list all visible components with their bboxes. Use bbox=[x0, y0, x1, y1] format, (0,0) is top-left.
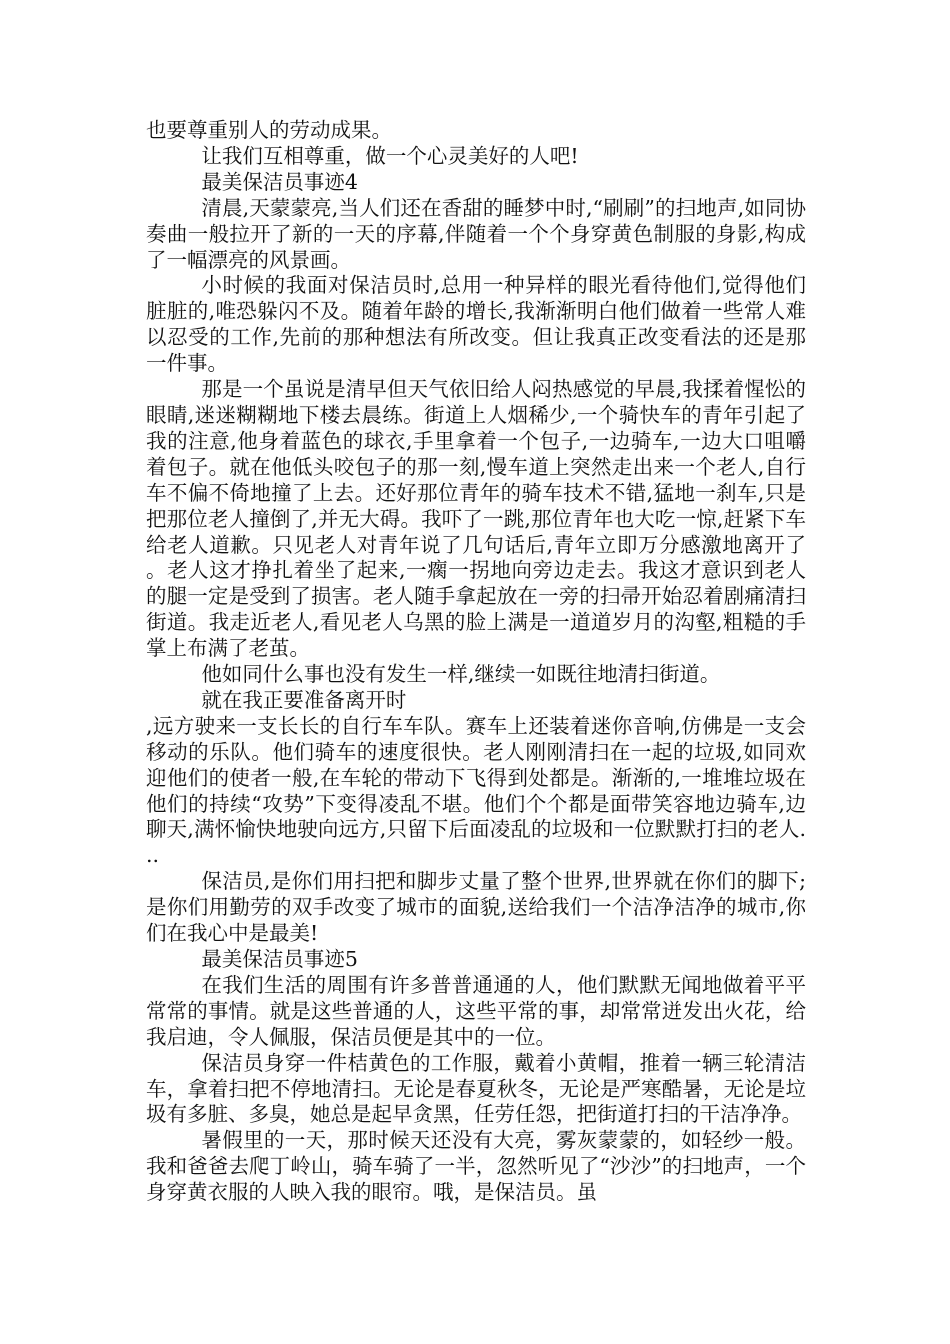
paragraph: 保洁员,是你们用扫把和脚步丈量了整个世界,世界就在你们的脚下;是你们用勤劳的双手改变了城市的面貌,送给我们一个洁净洁净的城市,你们在我心中是最美! bbox=[146, 869, 806, 946]
paragraph: 让我们互相尊重，做一个心灵美好的人吧! bbox=[201, 143, 579, 168]
paragraph: 在我们生活的周围有许多普普通通的人，他们默默无闻地做着平平常常的事情。就是这些普通的人，这些平常的事，却常常迸发出火花，给我启迪，令人佩服，保洁员便是其中的一位。 bbox=[146, 972, 806, 1049]
paragraph: ,远方驶来一支长长的自行车车队。赛车上还装着迷你音响,仿佛是一支会移动的乐队。他们骑车的速度很快。老人刚刚清扫在一起的垃圾,如同欢迎他们的使者一般,在车轮的带动下飞得到处都是。渐渐的,一堆堆垃圾在他们的持续“攻势”下变得凌乱不堪。他们个个都是面带笑容地边骑车,边聊天,满怀愉快地驶向远方,只留下后面凌乱的垃圾和一位默默打扫的老人... bbox=[146, 713, 806, 868]
paragraph: 那是一个虽说是清早但天气依旧给人闷热感觉的早晨,我揉着惺忪的眼睛,迷迷糊糊地下楼去晨练。街道上人烟稀少,一个骑快车的青年引起了我的注意,他身着蓝色的球衣,手里拿着一个包子,一边骑车,一边大口咀嚼着包子。就在他低头咬包子的那一刻,慢车道上突然走出来一个老人,自行车不偏不倚地撞了上去。还好那位青年的骑车技术不错,猛地一刹车,只是把那位老人撞倒了,并无大碍。我吓了一跳,那位青年也大吃一惊,赶紧下车给老人道歉。只见老人对青年说了几句话后,青年立即万分感激地离开了。老人这才挣扎着坐了起来,一瘸一拐地向旁边走去。我这才意识到老人的腿一定是受到了损害。老人随手拿起放在一旁的扫帚开始忍着剧痛清扫街道。我走近老人,看见老人乌黑的脸上满是一道道岁月的沟壑,粗糙的手掌上布满了老茧。 bbox=[146, 377, 806, 661]
section-heading: 最美保洁员事迹4 bbox=[201, 169, 358, 194]
paragraph-continuation: 也要尊重别人的劳动成果。 bbox=[146, 118, 392, 142]
document-page bbox=[146, 118, 806, 1206]
paragraph: 小时候的我面对保洁员时,总用一种异样的眼光看待他们,觉得他们脏脏的,唯恐躲闪不及。随着年龄的增长,我渐渐明白他们做着一些常人难以忍受的工作,先前的那种想法有所改变。但让我真正改变看法的还是那一件事。 bbox=[146, 273, 806, 376]
paragraph: 他如同什么事也没有发生一样,继续一如既往地清扫街道。 bbox=[201, 662, 721, 687]
section-heading: 最美保洁员事迹5 bbox=[201, 947, 358, 971]
paragraph: 暑假里的一天，那时候天还没有大亮，雾灰蒙蒙的，如轻纱一般。我和爸爸去爬丁岭山，骑车骑了一半，忽然听见了“沙沙”的扫地声，一个身穿黄衣服的人映入我的眼帘。哦，是保洁员。虽 bbox=[146, 1128, 806, 1205]
paragraph: 清晨,天蒙蒙亮,当人们还在香甜的睡梦中时,“刷刷”的扫地声,如同协奏曲一般拉开了新的一天的序幕,伴随着一个个身穿黄色制服的身影,构成了一幅漂亮的风景画。 bbox=[146, 195, 806, 272]
paragraph: 保洁员身穿一件桔黄色的工作服，戴着小黄帽，推着一辆三轮清洁车，拿着扫把不停地清扫。无论是春夏秋冬，无论是严寒酷暑，无论是垃圾有多脏、多臭，她总是起早贪黑，任劳任怨，把街道打扫的干洁净净。 bbox=[146, 1050, 806, 1127]
paragraph: 就在我正要准备离开时 bbox=[201, 687, 407, 712]
